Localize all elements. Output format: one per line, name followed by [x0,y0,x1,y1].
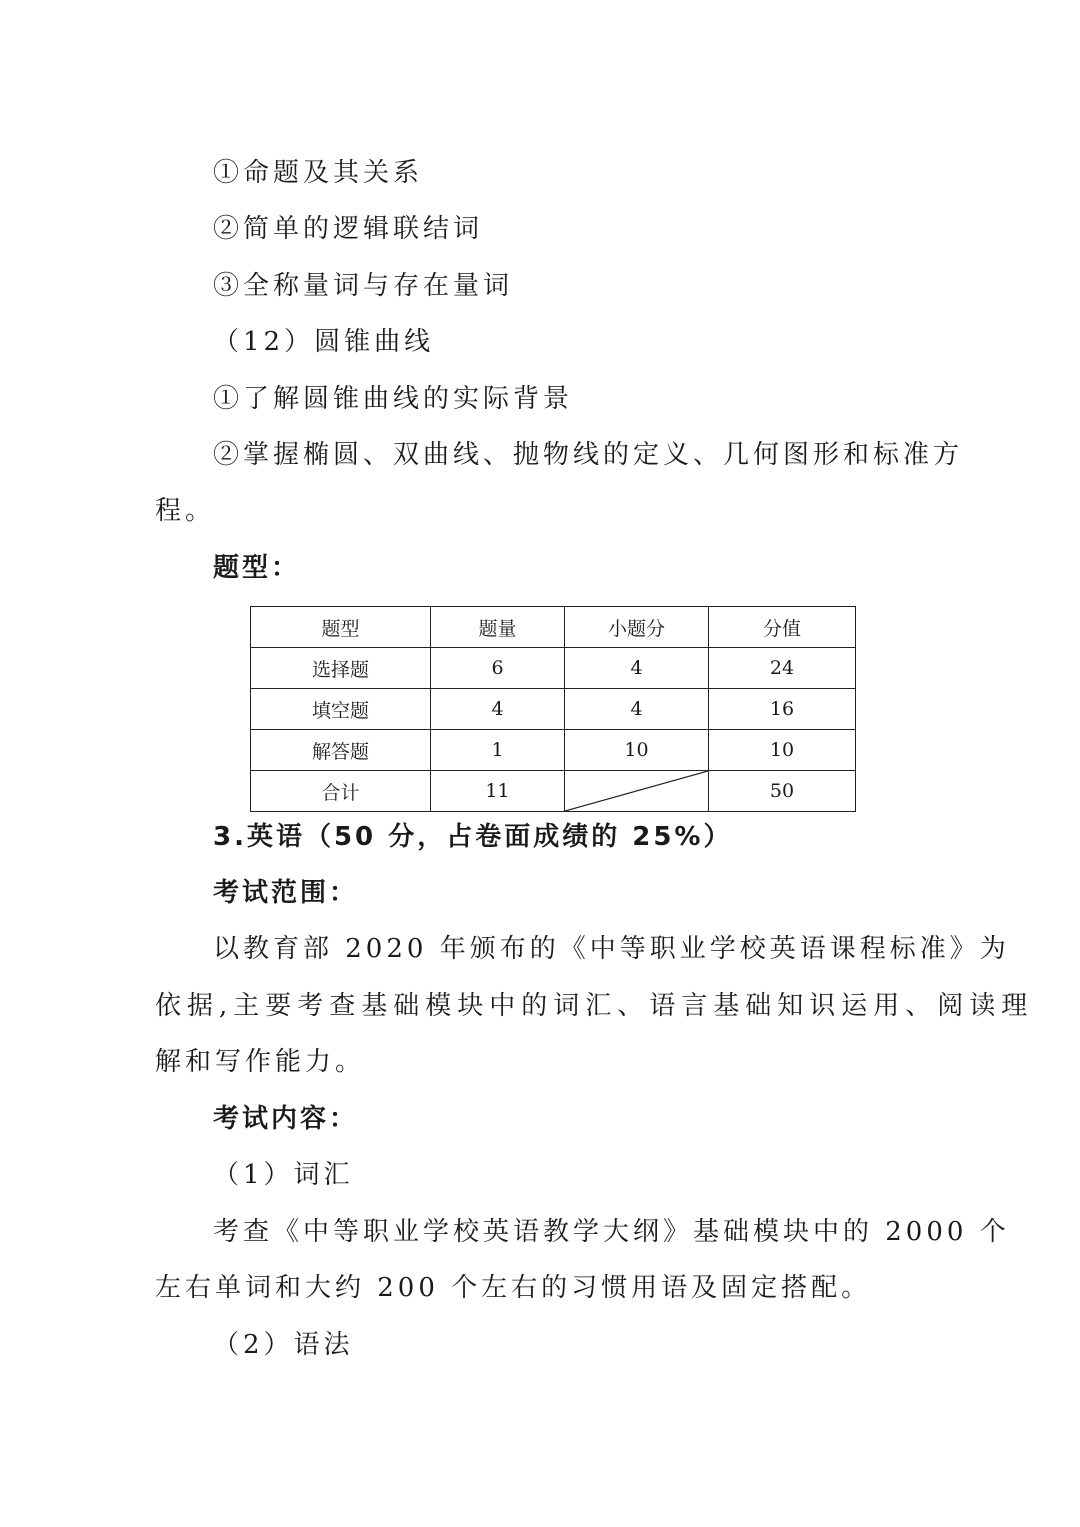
table-row [251,730,856,771]
line-conic-master-b: 程。 [155,496,216,526]
heading-exam-content: 考试内容： [213,1104,359,1134]
heading-english: 3.英语（50 分，占卷面成绩的 25%） [213,822,733,852]
line-proposition: ①命题及其关系 [213,158,424,188]
paragraph-vocabulary-b: 左右单词和大约 200 个左右的习惯用语及固定搭配。 [155,1273,872,1303]
table-header-cell: 小题分 [565,607,709,648]
table-total-count: 11 [431,771,565,812]
table-total-row [251,771,856,812]
line-quantifiers: ③全称量词与存在量词 [213,271,514,301]
table-header-cell: 题型 [251,607,431,648]
table-cell: 1 [431,730,565,771]
line-logic-connectives: ②简单的逻辑联结词 [213,214,484,244]
section-conic-sections: （12）圆锥曲线 [213,327,435,357]
table-cell: 选择题 [251,648,431,689]
table-cell: 16 [709,689,856,730]
table-total-label: 合计 [251,771,431,812]
score-table [250,606,856,812]
paragraph-scope-b: 依据,主要考查基础模块中的词汇、语言基础知识运用、阅读理 [155,991,1034,1021]
section-vocabulary: （1）词汇 [213,1160,354,1190]
table-cell: 4 [431,689,565,730]
table-row [251,689,856,730]
table-total-score: 50 [709,771,856,812]
diagonal-line [565,771,708,811]
paragraph-scope-a: 以教育部 2020 年颁布的《中等职业学校英语课程标准》为 [213,934,1010,964]
paragraph-vocabulary-a: 考查《中等职业学校英语教学大纲》基础模块中的 2000 个 [213,1217,1010,1247]
section-grammar: （2）语法 [213,1330,354,1360]
table-cell: 6 [431,648,565,689]
table-row [251,648,856,689]
line-conic-master-a: ②掌握椭圆、双曲线、抛物线的定义、几何图形和标准方 [213,440,964,470]
heading-question-types: 题型： [213,553,301,583]
table-cell: 解答题 [251,730,431,771]
table-cell: 填空题 [251,689,431,730]
table-cell: 10 [709,730,856,771]
table-header-row [251,607,856,648]
heading-exam-scope: 考试范围： [213,878,359,908]
table-cell: 4 [565,648,709,689]
table-cell: 24 [709,648,856,689]
table-cell: 10 [565,730,709,771]
line-conic-background: ①了解圆锥曲线的实际背景 [213,384,574,414]
table-header-cell: 题量 [431,607,565,648]
table-header-cell: 分值 [709,607,856,648]
table-empty-diagonal-cell [565,771,709,812]
table-cell: 4 [565,689,709,730]
paragraph-scope-c: 解和写作能力。 [155,1047,366,1077]
